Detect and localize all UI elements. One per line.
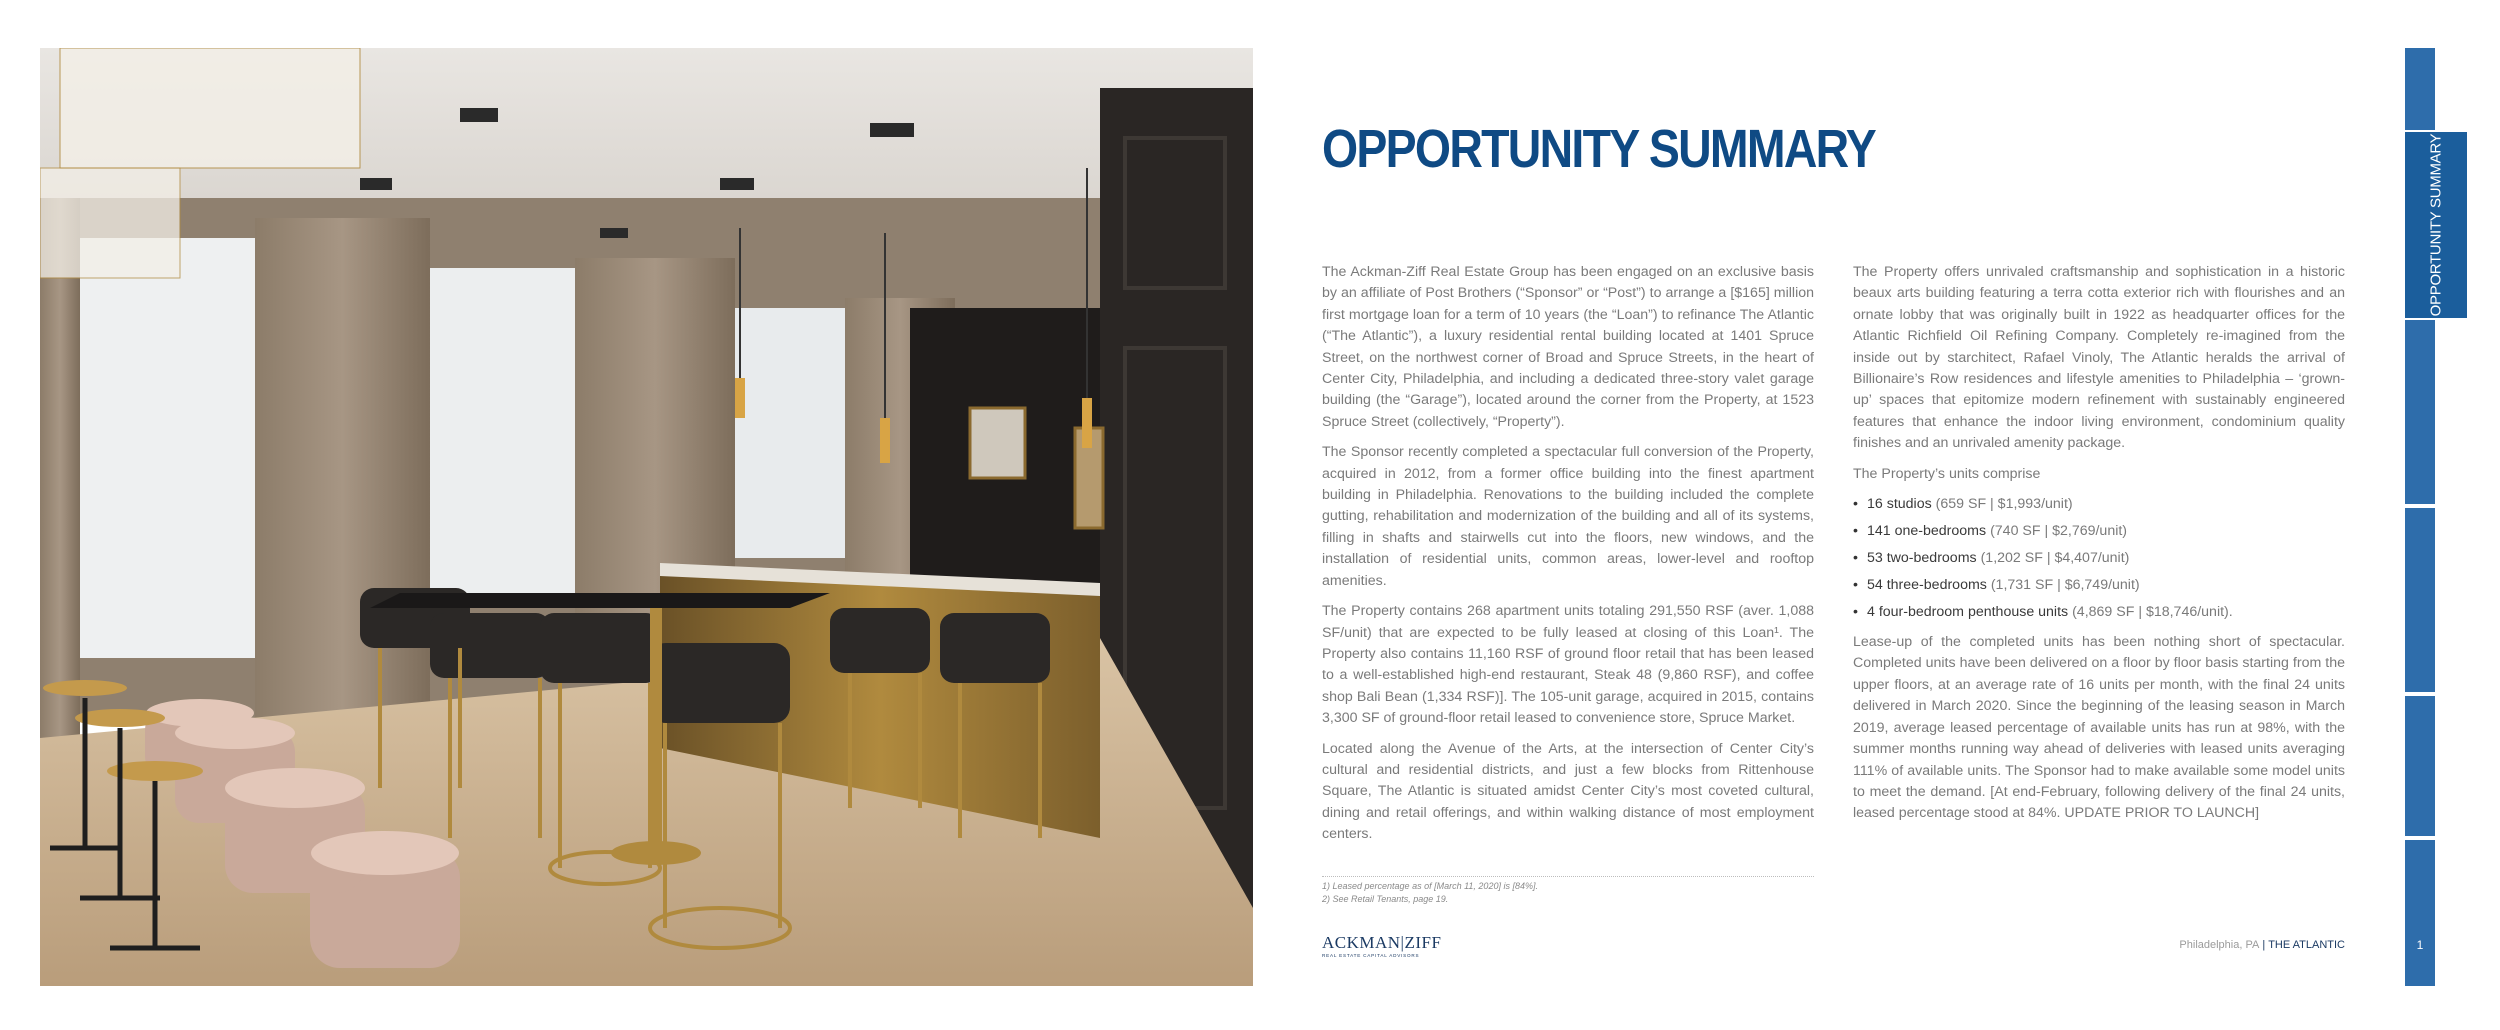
list-item: • 141 one-bedrooms (740 SF | $2,769/unit) [1853,521,2345,542]
footer-city: Philadelphia, PA [2179,939,2260,951]
lounge-photo [40,48,1253,986]
sidebar-tab-1[interactable] [2405,48,2435,130]
paragraph-units-retail: The Property contains 268 apartment units totaling 291,550 RSF (aver. 1,088 SF/unit) that are expected to be fully leased at closing of this Loan¹. The Property also contains 11,160 RSF of ground floor retail that has been leased to a well-established high-end restaurant, Steak 48 (9,860 RSF), and coffee shop Bali Bean (1,334 RSF)]. The 105-unit garage, acquired in 2015, contains 3,300 SF of ground-floor retail leased to convenience store, Spruce Market. [1322,603,1814,727]
paragraph-conversion: The Sponsor recently completed a spectacular full conversion of the Property, acquired in 2012, from a former office building into the finest apartment building in Philadelphia. Renovations to the building included the complete gutting, rehabilitation and modernization of the building and all of its systems, filling in shafts and stairwells cut into the floors, new windows, and the installation of residential units, common areas, lower-level and rooftop amenities. [1322,444,1814,589]
list-item: • 4 four-bedroom penthouse units (4,869 SF | $18,746/unit). [1853,602,2345,623]
ackman-ziff-logo [1322,934,1441,958]
footnote-1: 1) Leased percentage as of [March 11, 2020] is [84%]. [1322,881,1538,891]
paragraph-location: Located along the Avenue of the Arts, at the intersection of Center City’s cultural and residential districts, and just a few blocks from Rittenhouse Square, The Atlantic is situated amidst Center City’s most coveted cultural, dining and retail offerings, and within walking distance of most employment centers. [1322,740,1814,843]
logo-wordmark: ACKMAN|ZIFF [1322,933,1442,952]
paragraph-lease-up: Lease-up of the completed units has been nothing short of spectacular. Completed units have been delivered on a floor by floor basis starting from the upper floors, at an average rate of 16 units per month, with the final 24 units delivered in March 2020. Since the beginning of the leasing season in March 2019, average leased percentage of available units has run at 98%, with the summer months running way ahead of deliveries with leased units averaging 111% of available units. The Sponsor had to make available some model units to meet the demand. [At end-February, following delivery of the final 24 units, leased percentage stood at 84%. UPDATE PRIOR TO LAUNCH] [1853,634,2345,822]
sidebar-tab-label: OPPORTUNITY SUMMARY [2427,133,2445,317]
footnote-2: 2) See Retail Tenants, page 19. [1322,894,1449,904]
list-item: • 54 three-bedrooms (1,731 SF | $6,749/unit) [1853,575,2345,596]
paragraph-craftsmanship: The Property offers unrivaled craftsmanship and sophistication in a historic beaux arts building featuring a terra cotta exterior rich with flourishes and an ornate lobby that was originally built in 1922 as headquarter offices for the Atlantic Richfield Oil Refining Company. Completely re-imagined from the inside out by starchitect, Rafael Vinoly, The Atlantic heralds the arrival of Billionaire’s Row residences and lifestyle amenities to Philadelphia – ‘grown-up’ spaces that epitomize modern refinement with sustainably engineered features that enhance the indoor living environment, condominium quality finishes and an unrivaled amenity package. [1853,264,2345,452]
footnotes [1322,880,1538,906]
sidebar-tab-4[interactable] [2405,508,2435,692]
list-item: • 16 studios (659 SF | $1,993/unit) [1853,494,2345,515]
footnote-divider [1322,876,1814,877]
footer-location [2179,939,2345,951]
unit-mix-list [1853,494,2345,623]
sidebar-tab-5[interactable] [2405,696,2435,836]
list-item: • 53 two-bedrooms (1,202 SF | $4,407/unit) [1853,548,2345,569]
footer-separator: | [2262,939,2266,951]
units-lead: The Property’s units comprise [1853,465,2041,482]
left-text-column [1322,262,1814,855]
sidebar-tab-opportunity-summary[interactable] [2405,132,2467,318]
paragraph-engagement: The Ackman-Ziff Real Estate Group has been engaged on an exclusive basis by an affiliate of Post Brothers (“Sponsor” or “Post”) to arrange a [$165] million first mortgage loan for a term of 10 years (the “Loan”) to refinance The Atlantic (“The Atlantic”), a luxury residential rental building located at 1401 Spruce Street, on the northwest corner of Broad and Spruce Streets, in the heart of Center City, Philadelphia, and including a dedicated three-story valet garage building (the “Garage”), located around the corner from the Property, at 1523 Spruce Street (collectively, “Property”). [1322,264,1814,430]
sidebar-tab-6[interactable] [2405,840,2435,986]
right-text-column [1853,262,2345,834]
footer-property: THE ATLANTIC [2268,939,2345,951]
sidebar-tab-3[interactable] [2405,320,2435,504]
page-title: OPPORTUNITY SUMMARY [1322,119,1876,179]
page-number: 1 [2416,938,2424,952]
logo-tagline: REAL ESTATE CAPITAL ADVISORS [1322,953,1420,958]
